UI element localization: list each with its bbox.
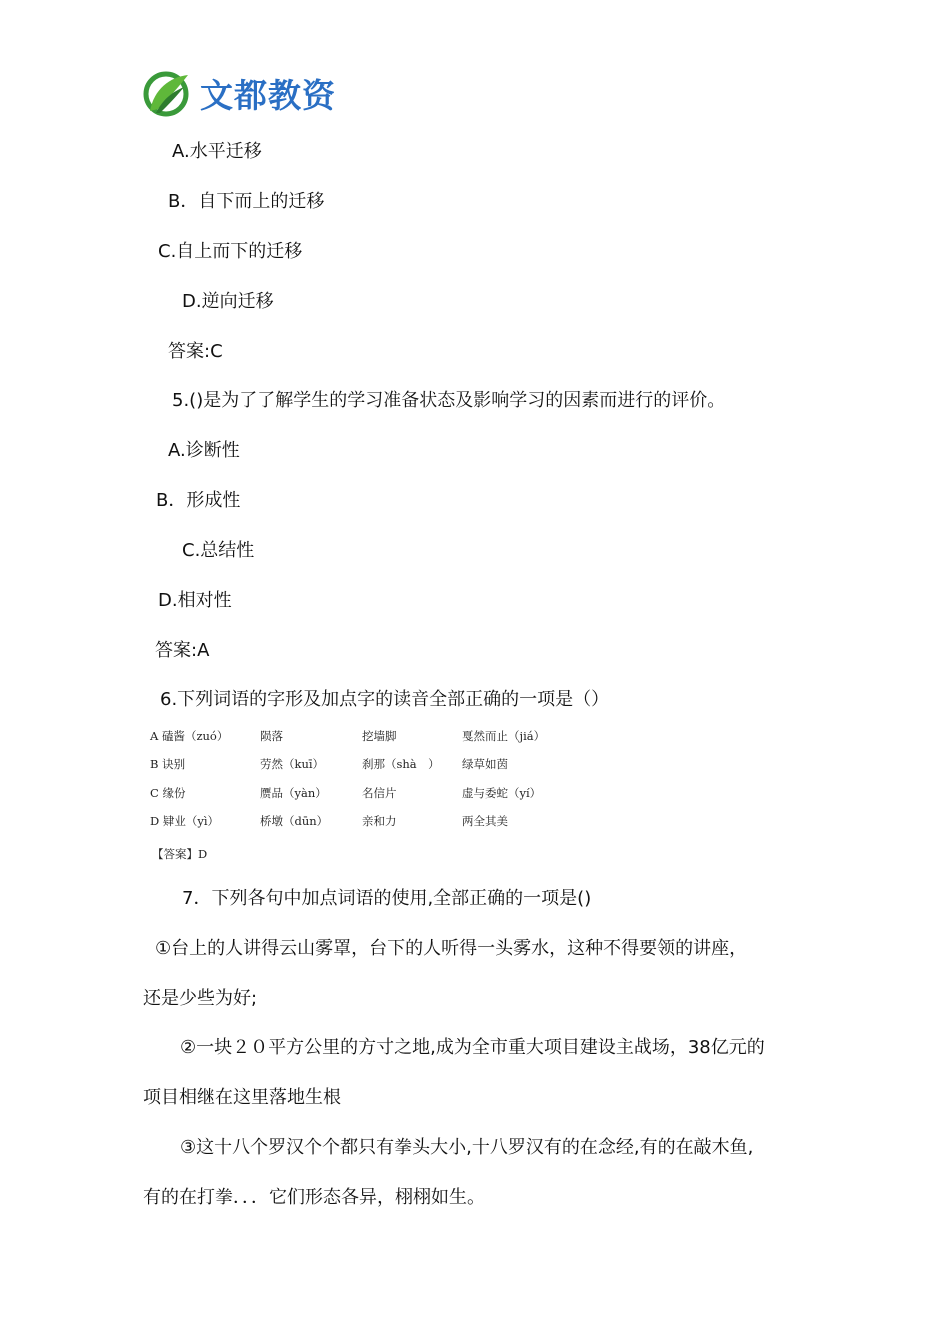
q5-option-c: C.总结性 — [182, 540, 255, 561]
q5-option-b: B．形成性 — [156, 490, 241, 511]
table-cell: A 磕酱（zuó） — [150, 729, 229, 743]
q4-option-d: D.逆向迁移 — [182, 291, 274, 312]
q5-option-d: D.相对性 — [158, 590, 232, 611]
table-cell: 赝品（yàn） — [260, 786, 327, 800]
table-cell: C 缘份 — [150, 786, 186, 800]
q5-question: 5.()是为了了解学生的学习准备状态及影响学习的因素而进行的评价。 — [172, 390, 726, 411]
q4-option-c: C.自上而下的迁移 — [158, 241, 303, 262]
q4-answer: 答案:C — [168, 341, 223, 362]
table-cell: 陨落 — [260, 729, 283, 743]
q7-sentence-2a: ②一块２０平方公里的方寸之地,成为全市重大项目建设主战场，38亿元的 — [180, 1037, 765, 1058]
q7-sentence-1b: 还是少些为好; — [143, 988, 258, 1009]
q7-sentence-1a: ①台上的人讲得云山雾罩，台下的人听得一头雾水，这种不得要领的讲座， — [155, 938, 748, 959]
table-cell: 名信片 — [362, 786, 397, 800]
q7-sentence-3b: 有的在打拳．．．它们形态各异，栩栩如生。 — [143, 1187, 485, 1208]
q7-sentence-3a: ③这十八个罗汉个个都只有拳头大小,十八罗汉有的在念经,有的在敲木鱼, — [180, 1137, 754, 1158]
table-cell: 两全其美 — [462, 814, 508, 828]
logo-text: 文都教资 — [200, 75, 336, 115]
table-cell: D 肄业（yì） — [150, 814, 220, 828]
table-cell: 刹那（shà ） — [362, 757, 440, 771]
table-cell: 桥墩（dūn） — [260, 814, 329, 828]
table-cell: 挖墙脚 — [362, 729, 397, 743]
table-cell: 戛然而止（jiá） — [462, 729, 546, 743]
q4-option-b: B．自下而上的迁移 — [168, 191, 325, 212]
table-cell: 绿草如茵 — [462, 757, 508, 771]
q5-option-a: A.诊断性 — [168, 440, 240, 461]
leaf-logo-icon — [140, 67, 192, 119]
q6-question: 6.下列词语的字形及加点字的读音全部正确的一项是（） — [160, 689, 610, 710]
table-cell: B 诀别 — [150, 757, 186, 771]
q6-answer: 【答案】D — [152, 847, 208, 861]
q5-answer: 答案:A — [155, 640, 210, 661]
table-cell: 虚与委蛇（yí） — [462, 786, 542, 800]
q7-question: 7．下列各句中加点词语的使用,全部正确的一项是() — [182, 888, 592, 909]
table-cell: 劳然（kuī） — [260, 757, 325, 771]
table-cell: 亲和力 — [362, 814, 397, 828]
q4-option-a: A.水平迁移 — [172, 141, 262, 162]
logo — [140, 66, 336, 120]
q7-sentence-2b: 项目相继在这里落地生根 — [143, 1087, 341, 1108]
